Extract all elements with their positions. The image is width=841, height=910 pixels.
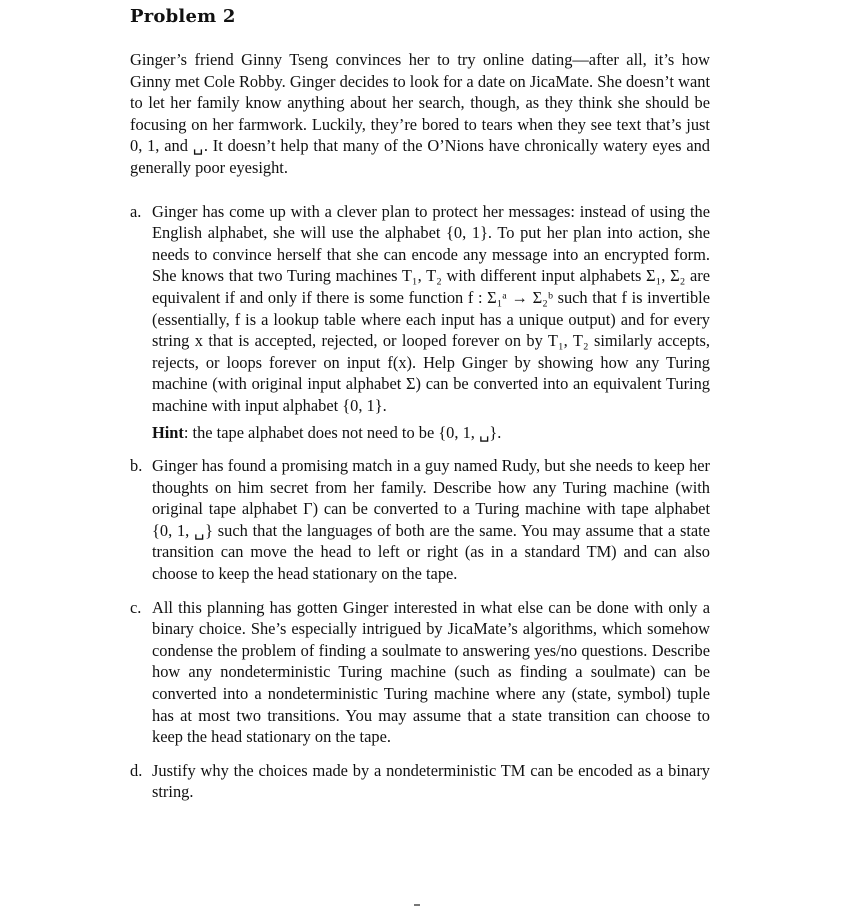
problem-intro: Ginger’s friend Ginny Tseng convinces her to try online dating—after all, it’s how Ginny met Cole Robby. Ginger decides to look for a date on JicaMate. She doesn’t want to let her family know anything about her search, though, as they think she should be focusing on her farmwork. Luckily, they’re bored to tears when they see text that’s just 0, 1, and ␣. It doesn’t help that many of the O’Nions have chronically watery eyes and generally poor eyesight. <box>130 50 710 177</box>
page-number-mark <box>414 904 420 906</box>
part-a-label: a. <box>130 201 142 221</box>
part-d-label: d. <box>130 760 143 780</box>
part-b <box>130 455 710 585</box>
problem-document <box>130 6 710 815</box>
part-d <box>130 760 710 803</box>
part-a-text: Ginger has come up with a clever plan to protect her messages: instead of using the English alphabet, she will use the alphabet {0, 1}. To put her plan into action, she needs to convince herself that she can encode any message into an encrypted form. She knows that two Turing machines T₁, T₂ with different input alphabets Σ₁, Σ₂ are equivalent if and only if there is some function f : Σ₁ᵃ → Σ₂ᵇ such that f is invertible (essentially, f is a lookup table where each input has a unique output) and for every string x that is accepted, rejected, or looped forever on by T₁, T₂ similarly accepts, rejects, or loops forever on input f(x). Help Ginger by showing how any Turing machine (with original input alphabet Σ) can be converted into an equivalent Turing machine with input alphabet {0, 1}. <box>152 201 710 415</box>
parts-list <box>130 201 710 803</box>
part-c <box>130 597 710 748</box>
part-c-label: c. <box>130 597 142 617</box>
part-b-label: b. <box>130 456 143 476</box>
part-a-hint <box>152 422 710 444</box>
part-a <box>130 201 710 444</box>
hint-label: Hint <box>152 422 184 442</box>
problem-title: Problem 2 <box>130 6 236 27</box>
hint-text: : the tape alphabet does not need to be {0, 1, ␣}. <box>183 422 502 442</box>
part-c-text: All this planning has gotten Ginger interested in what else can be done with only a binary choice. She’s especially intrigued by JicaMate’s algorithms, which somehow condense the problem of finding a soulmate to answering yes/no questions. Describe how any nondeterministic Turing machine (such as finding a soulmate) can be converted into a nondeterministic Turing machine where any (state, symbol) tuple has at most two transitions. You may assume that a state transition can choose to keep the head stationary on the tape. <box>152 597 710 747</box>
part-b-text: Ginger has found a promising match in a guy named Rudy, but she needs to keep her thoughts on him secret from her family. Describe how any Turing machine (with original tape alphabet Γ) can be converted to a Turing machine with tape alphabet {0, 1, ␣} such that the languages of both are the same. You may assume that a state transition can move the head to left or right (as in a standard TM) and can also choose to keep the head stationary on the tape. <box>152 456 710 584</box>
part-d-text: Justify why the choices made by a nondeterministic TM can be encoded as a binary string. <box>152 760 710 802</box>
